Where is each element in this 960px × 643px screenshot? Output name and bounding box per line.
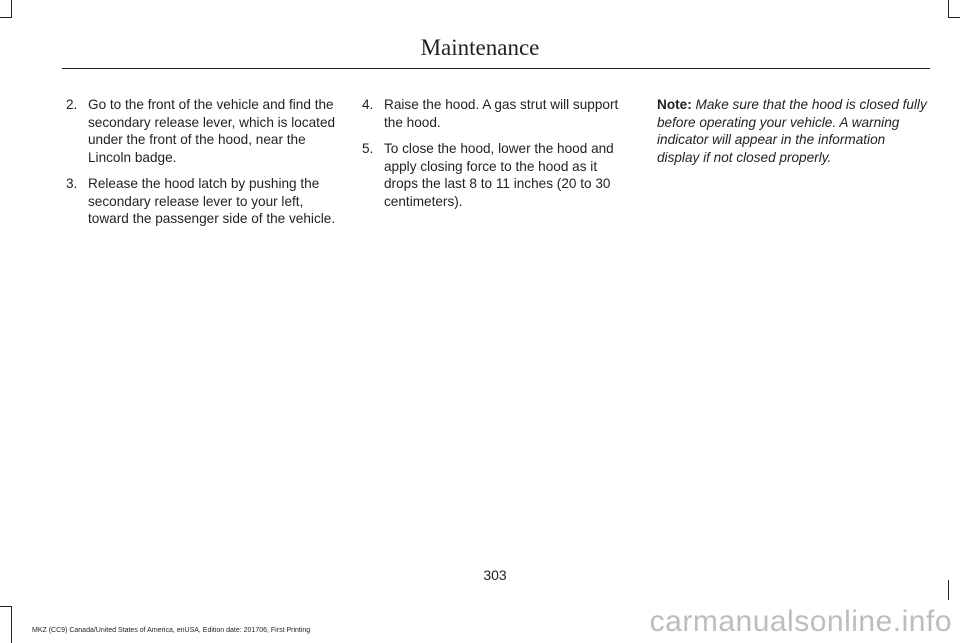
step-item	[362, 96, 634, 131]
right-column	[657, 96, 929, 166]
header-divider	[62, 68, 930, 69]
step-text: Release the hood latch by pushing the secondary release lever to your left, toward the passenger side of the vehicle.	[88, 176, 336, 226]
crop-mark-bottom-left-vertical	[11, 606, 12, 643]
page-title: Maintenance	[420, 35, 540, 60]
page-number: 303	[483, 567, 507, 583]
footer-edition-info: MKZ (CC9) Canada/United States of America, enUSA, Edition date: 201706, First Printing	[32, 627, 311, 634]
note-text: Make sure that the hood is closed fully before operating your vehicle. A warning indicator will appear in the information display if not closed properly.	[657, 97, 927, 165]
step-item	[66, 175, 338, 228]
step-item	[362, 140, 634, 210]
note	[657, 96, 929, 166]
step-number: 2.	[66, 97, 78, 112]
note-label: Note:	[657, 97, 692, 112]
step-text: Raise the hood. A gas strut will support the hood.	[384, 97, 619, 130]
crop-mark-top-right-vertical	[948, 0, 949, 18]
step-number: 3.	[66, 176, 78, 191]
crop-mark-top-right-horizontal	[948, 17, 960, 18]
left-column	[66, 96, 338, 237]
crop-mark-top-left-vertical	[11, 0, 12, 18]
crop-mark-bottom-left-horizontal	[0, 606, 12, 607]
watermark: carmanualsonline.info	[649, 605, 952, 638]
step-text: Go to the front of the vehicle and find the secondary release lever, which is located under the front of the hood, near the Lincoln badge.	[88, 97, 336, 165]
step-item	[66, 96, 338, 166]
middle-column	[362, 96, 634, 219]
step-number: 5.	[362, 141, 374, 156]
crop-mark-top-left-horizontal	[0, 17, 12, 18]
step-text: To close the hood, lower the hood and apply closing force to the hood as it drops the last 8 to 11 inches (20 to 30 centimeters).	[384, 141, 614, 209]
step-number: 4.	[362, 97, 374, 112]
